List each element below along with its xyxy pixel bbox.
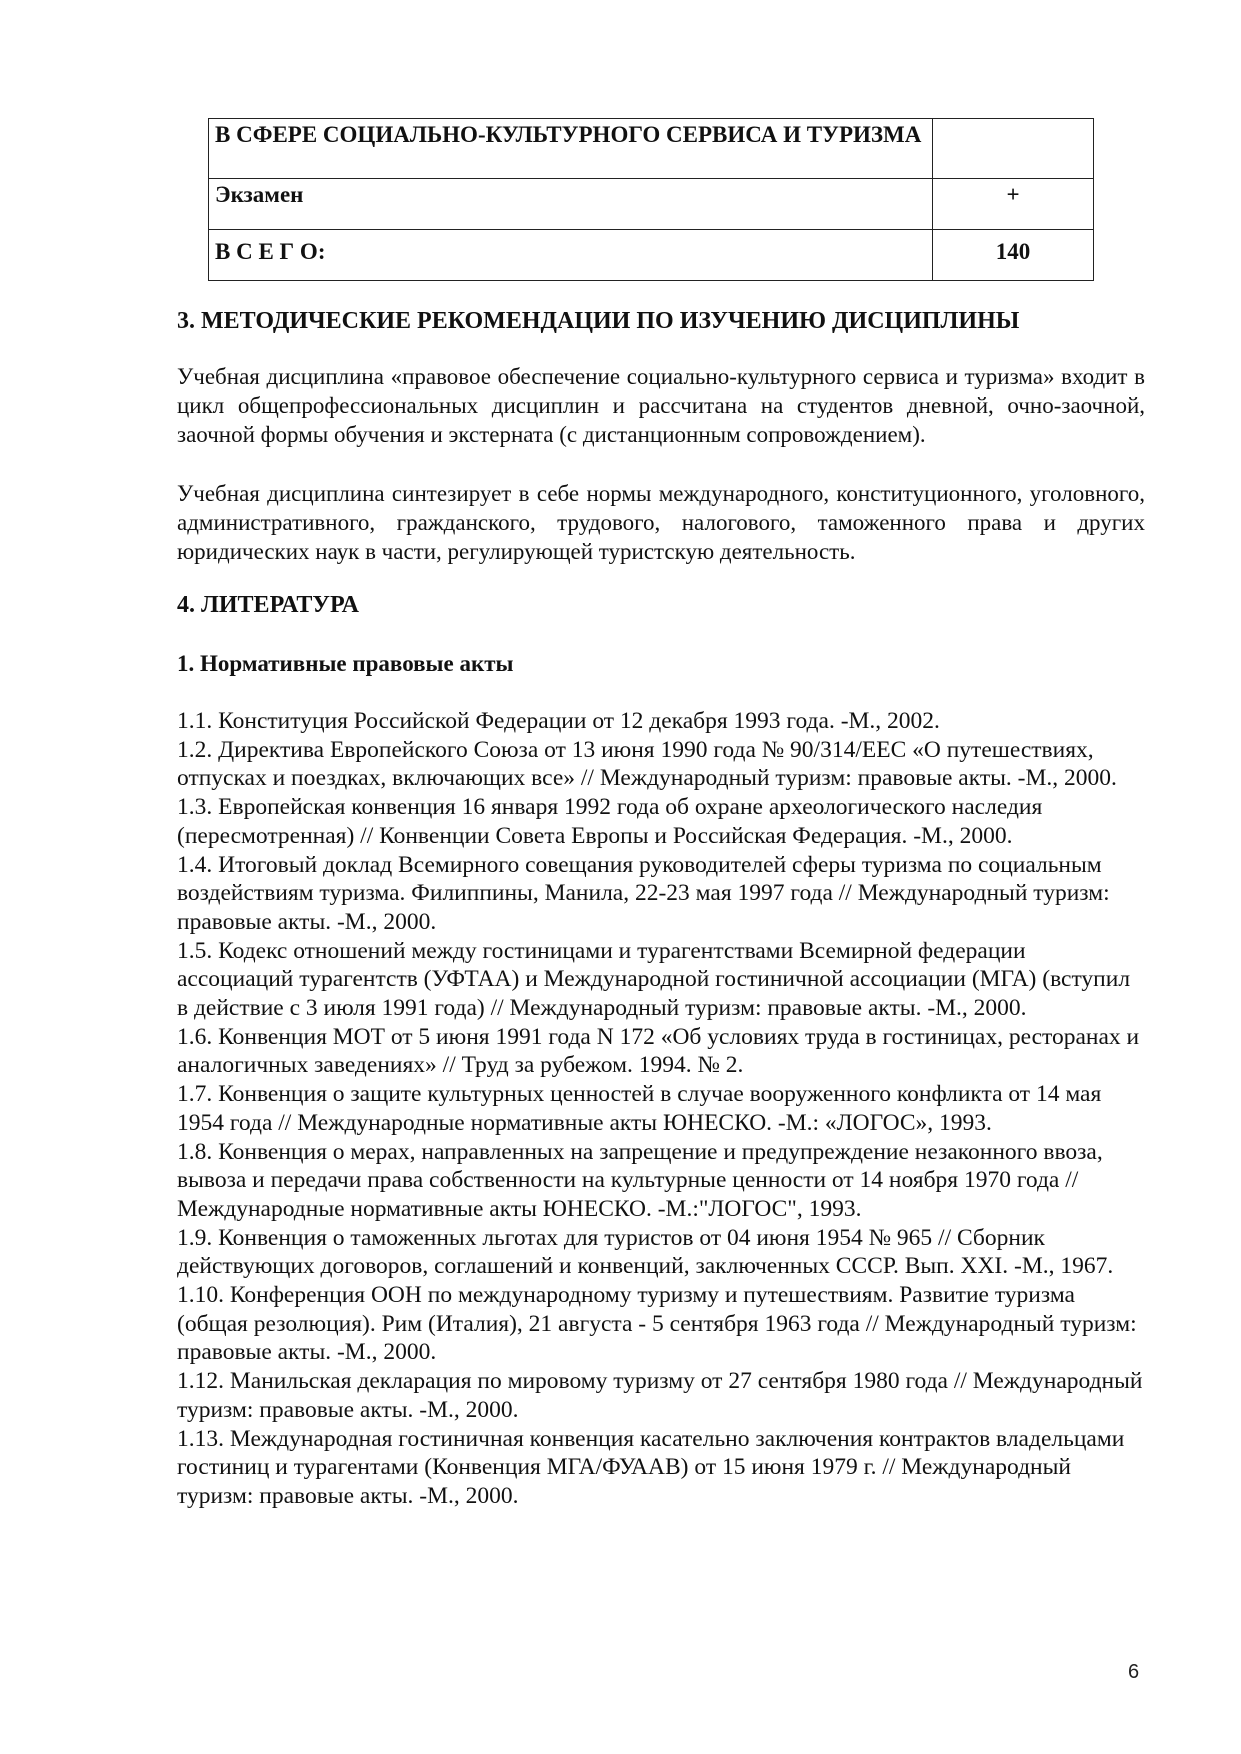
list-item: 1.1. Конституция Российской Федерации от 12 декабря 1993 года. -М., 2002. bbox=[177, 708, 940, 734]
list-item: 1.4. Итоговый доклад Всемирного совещания руководителей сферы туризма по социальным воздействиям туризма. Филиппины, Манила, 22-23 мая 1997 года // Международный туризм: правовые акты. -М., 2000. bbox=[177, 851, 1110, 935]
hours-table bbox=[208, 118, 1094, 281]
section-4-title: 4. ЛИТЕРАТУРА bbox=[177, 592, 359, 618]
section-3-paragraph-1: Учебная дисциплина «правовое обеспечение социально-культурного сервиса и туризма» входит в цикл общепрофессиональных дисциплин и рассчитана на студентов дневной, очно-заочной, заочной формы обучения и экстерната (с дистанционным сопровождением). bbox=[177, 364, 1145, 447]
list-item: 1.5. Кодекс отношений между гостиницами и турагентствами Всемирной федерации ассоциаций турагентств (УФТАА) и Международной гостиничной ассоциации (МГА) (вступил в действие с 3 июля 1991 года) // Международный туризм: правовые акты. -М., 2000. bbox=[177, 937, 1131, 1022]
table-row bbox=[209, 230, 1094, 281]
literature-list bbox=[177, 707, 1145, 1511]
table-cell-value: 140 bbox=[933, 230, 1094, 281]
list-item: 1.8. Конвенция о мерах, направленных на запрещение и предупреждение незаконного ввоза, вывоза и передачи права собственности на культурные ценности от 14 ноября 1970 года // Международные нормативные акты ЮНЕСКО. -М.:"ЛОГОС", 1993. bbox=[177, 1138, 1103, 1222]
list-item: 1.13. Международная гостиничная конвенция касательно заключения контрактов владельцами гостиниц и турагентами (Конвенция МГА/ФУААВ) от 15 июня 1979 г. // Международный туризм: правовые акты. -М., 2000. bbox=[177, 1425, 1125, 1509]
list-item: 1.3. Европейская конвенция 16 января 1992 года об охране археологического наследия (пересмотренная) // Конвенции Совета Европы и Российская Федерация. -М., 2000. bbox=[177, 794, 1043, 849]
table-cell-value bbox=[933, 119, 1094, 179]
list-item: 1.6. Конвенция МОТ от 5 июня 1991 года N 172 «Об условиях труда в гостиницах, ресторанах и аналогичных заведениях» // Труд за рубежом. 1994. № 2. bbox=[177, 1023, 1140, 1079]
page-number: 6 bbox=[1128, 1661, 1140, 1683]
section-3-paragraph-2: Учебная дисциплина синтезирует в себе нормы международного, конституционного, уголовного, административного, гражданского, трудового, налогового, таможенного права и других юридических наук в части, регулирующей туристскую деятельность. bbox=[177, 481, 1145, 564]
list-item: 1.2. Директива Европейского Союза от 13 июня 1990 года № 90/314/ЕЕС «О путешествиях, отпусках и поездках, включающих все» // Международный туризм: правовые акты. -М., 2000. bbox=[177, 736, 1117, 792]
list-item: 1.12. Манильская декларация по мировому туризму от 27 сентября 1980 года // Международный туризм: правовые акты. -М., 2000. bbox=[177, 1368, 1143, 1423]
table-cell-label: Экзамен bbox=[209, 179, 933, 230]
table-cell-label: В СФЕРЕ СОЦИАЛЬНО-КУЛЬТУРНОГО СЕРВИСА И ТУРИЗМА bbox=[209, 119, 933, 179]
table-row bbox=[209, 179, 1094, 230]
list-item: 1.9. Конвенция о таможенных льготах для туристов от 04 июня 1954 № 965 // Сборник действующих договоров, соглашений и конвенций, заключенных СССР. Вып. XXI. -М., 1967. bbox=[177, 1224, 1114, 1280]
list-item: 1.10. Конференция ООН по международному туризму и путешествиям. Развитие туризма (общая резолюция). Рим (Италия), 21 августа - 5 сентября 1963 года // Международный туризм: правовые акты. -М., 2000. bbox=[177, 1282, 1137, 1366]
table-cell-label: В С Е Г О: bbox=[209, 230, 933, 281]
subsection-title: 1. Нормативные правовые акты bbox=[177, 651, 514, 676]
list-item: 1.7. Конвенция о защите культурных ценностей в случае вооруженного конфликта от 14 мая 1954 года // Международные нормативные акты ЮНЕСКО. -М.: «ЛОГОС», 1993. bbox=[177, 1081, 1102, 1136]
table-cell-value: + bbox=[933, 179, 1094, 230]
table-row bbox=[209, 119, 1094, 179]
section-3-title: 3. МЕТОДИЧЕСКИЕ РЕКОМЕНДАЦИИ ПО ИЗУЧЕНИЮ ДИСЦИПЛИНЫ bbox=[177, 308, 1020, 334]
